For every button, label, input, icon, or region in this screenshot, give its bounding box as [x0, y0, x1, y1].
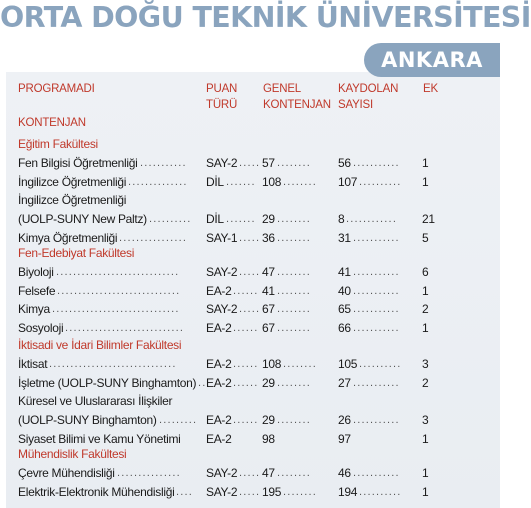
kaydolan-sayisi: 107: [338, 174, 358, 189]
program-name: İngilizce Öğretmenliği: [18, 193, 127, 208]
leader-dots: ........: [277, 466, 312, 479]
col-genel-header-2: KONTENJAN: [263, 99, 331, 111]
table-row: [0, 392, 500, 410]
ek-kontenjan: 21: [422, 212, 435, 227]
program-name: Biyoloji: [18, 264, 54, 279]
leader-dots: .....: [239, 485, 261, 498]
kaydolan-sayisi: 31: [338, 231, 351, 245]
kaydolan-sayisi: 27: [338, 375, 351, 390]
kaydolan-sayisi: 41: [338, 264, 351, 279]
city-badge: ANKARA: [364, 43, 500, 77]
leader-dots: ............: [346, 213, 398, 226]
ek-kontenjan: 3: [422, 413, 429, 428]
genel-kontenjan: 41: [262, 283, 275, 298]
genel-kontenjan: 108: [262, 174, 282, 189]
program-name: İşletme (UOLP-SUNY Binghamton): [18, 375, 197, 390]
puan-turu: SAY-2: [206, 155, 238, 170]
col-genel-header: GENEL: [263, 83, 301, 95]
leader-dots: .........: [159, 414, 198, 427]
col-kayit-header: KAYDOLAN: [338, 83, 399, 95]
leader-dots: ..............: [128, 175, 188, 188]
kaydolan-sayisi: 26: [338, 413, 351, 428]
leader-dots: ...........: [353, 303, 400, 316]
kaydolan-sayisi: 105: [338, 356, 358, 371]
leader-dots: ........: [277, 414, 312, 427]
leader-dots: ...........: [353, 156, 400, 169]
leader-dots: ......: [233, 414, 259, 427]
col-puan-header-2: TÜRÜ: [206, 99, 238, 111]
leader-dots: ............................: [65, 322, 185, 335]
leader-dots: ....: [176, 485, 194, 498]
leader-dots: .............................: [57, 284, 181, 297]
ek-kontenjan: 1: [422, 321, 429, 336]
leader-dots: ..........: [359, 485, 402, 498]
leader-dots: .....: [239, 303, 261, 316]
leader-dots: ........: [277, 156, 312, 169]
table-row: [0, 191, 500, 209]
faculty-heading: Eğitim Fakültesi: [18, 137, 98, 151]
leader-dots: ........: [277, 213, 312, 226]
genel-kontenjan: 67: [262, 321, 275, 336]
leader-dots: ...........: [140, 156, 187, 169]
leader-dots: ...........: [353, 232, 400, 244]
program-name: Fen Bilgisi Öğretmenliği: [18, 155, 138, 170]
ek-kontenjan: 1: [422, 155, 429, 170]
puan-turu: EA-2: [206, 413, 232, 428]
leader-dots: ........: [277, 322, 312, 335]
program-name: Kimya Öğretmenliği: [18, 231, 118, 245]
genel-kontenjan: 98: [262, 432, 275, 446]
leader-dots: ...........: [353, 284, 400, 297]
program-name: İktisat: [18, 356, 48, 371]
leader-dots: ..........: [149, 213, 192, 226]
ek-kontenjan: 2: [422, 302, 429, 317]
leader-dots: ..............................: [49, 357, 177, 370]
kaydolan-sayisi: 66: [338, 321, 351, 336]
genel-kontenjan: 108: [262, 356, 282, 371]
leader-dots: ...........: [353, 265, 400, 278]
puan-turu: EA-2: [206, 321, 232, 336]
kaydolan-sayisi: 97: [338, 432, 351, 446]
leader-dots: ...............: [117, 466, 181, 479]
leader-dots: ...........: [353, 322, 400, 335]
leader-dots: .......: [226, 213, 256, 226]
ek-kontenjan: 2: [422, 375, 429, 390]
col-program-header-2: KONTENJAN: [18, 117, 86, 129]
kaydolan-sayisi: 56: [338, 155, 351, 170]
puan-turu: SAY-2: [206, 302, 238, 317]
program-name: Kimya: [18, 302, 50, 317]
leader-dots: ........: [277, 284, 312, 297]
genel-kontenjan: 29: [262, 212, 275, 227]
leader-dots: ......: [233, 284, 259, 297]
leader-dots: ........: [283, 357, 318, 370]
leader-dots: ........: [277, 303, 312, 316]
ek-kontenjan: 6: [422, 264, 429, 279]
ek-kontenjan: 1: [422, 174, 429, 189]
leader-dots: ...........: [353, 414, 400, 427]
leader-dots: .....: [239, 466, 261, 479]
puan-turu: SAY-2: [206, 465, 238, 480]
faculty-heading: İktisadi ve İdari Bilimler Fakültesi: [18, 338, 182, 352]
program-name: Felsefe: [18, 283, 56, 298]
puan-turu: SAY-1: [206, 231, 238, 245]
puan-turu: EA-2: [206, 432, 232, 446]
ek-kontenjan: 1: [422, 484, 429, 499]
university-title: ORTA DOĞU TEKNİK ÜNİVERSİTESİ: [0, 1, 531, 34]
leader-dots: ..........: [359, 175, 402, 188]
table-row: [0, 210, 500, 228]
puan-turu: SAY-2: [206, 264, 238, 279]
table-row: [0, 319, 500, 337]
leader-dots: ........: [283, 485, 318, 498]
program-name: Çevre Mühendisliği: [18, 465, 115, 480]
leader-dots: ........: [277, 376, 312, 389]
leader-dots: ..............................: [52, 303, 180, 316]
table-row: [0, 483, 500, 501]
program-name: Elektrik-Elektronik Mühendisliği: [18, 484, 175, 499]
ek-kontenjan: 1: [422, 465, 429, 480]
leader-dots: .....: [239, 156, 261, 169]
puan-turu: EA-2: [206, 375, 232, 390]
genel-kontenjan: 57: [262, 155, 275, 170]
program-name: Sosyoloji: [18, 321, 64, 336]
leader-dots: ...........: [353, 466, 400, 479]
ek-kontenjan: 3: [422, 356, 429, 371]
ek-kontenjan: 5: [422, 231, 429, 245]
table-row: [0, 411, 500, 429]
leader-dots: ......: [233, 357, 259, 370]
genel-kontenjan: 29: [262, 413, 275, 428]
ek-kontenjan: 1: [422, 432, 429, 446]
table-row: [0, 355, 500, 373]
genel-kontenjan: 195: [262, 484, 282, 499]
program-name: Küresel ve Uluslararası İlişkiler: [18, 394, 173, 409]
table-row: [0, 464, 500, 482]
kaydolan-sayisi: 40: [338, 283, 351, 298]
col-kayit-header-2: SAYISI: [338, 99, 374, 111]
puan-turu: SAY-2: [206, 484, 238, 499]
puan-turu: DİL: [206, 212, 224, 227]
leader-dots: .............................: [56, 265, 180, 278]
program-name: İngilizce Öğretmenliği: [18, 174, 127, 189]
col-ek-header: EK: [423, 83, 438, 95]
kaydolan-sayisi: 46: [338, 465, 351, 480]
leader-dots: ...........: [353, 376, 400, 389]
leader-dots: ..........: [359, 357, 402, 370]
kaydolan-sayisi: 194: [338, 484, 358, 499]
table-row: [0, 300, 500, 318]
leader-dots: .....: [239, 232, 261, 244]
genel-kontenjan: 67: [262, 302, 275, 317]
table-row: [0, 374, 500, 392]
leader-dots: ......: [233, 376, 259, 389]
leader-dots: ................: [119, 232, 188, 244]
puan-turu: EA-2: [206, 356, 232, 371]
genel-kontenjan: 47: [262, 264, 275, 279]
program-name: Siyaset Bilimi ve Kamu Yönetimi: [18, 432, 181, 446]
table-row: [0, 173, 500, 191]
faculty-heading: Fen-Edebiyat Fakültesi: [18, 246, 135, 260]
kaydolan-sayisi: 65: [338, 302, 351, 317]
ek-kontenjan: 1: [422, 283, 429, 298]
genel-kontenjan: 47: [262, 465, 275, 480]
table-row: [0, 154, 500, 172]
faculty-heading: Mühendislik Fakültesi: [18, 447, 127, 461]
leader-dots: ........: [283, 175, 318, 188]
program-name: (UOLP-SUNY Binghamton): [18, 413, 157, 428]
leader-dots: .....: [239, 265, 261, 278]
leader-dots: .......: [226, 175, 256, 188]
kaydolan-sayisi: 8: [338, 212, 345, 227]
table-row: [0, 282, 500, 300]
col-program-header: PROGRAMADI: [18, 83, 95, 95]
table-row: [0, 263, 500, 281]
leader-dots: ........: [277, 265, 312, 278]
genel-kontenjan: 29: [262, 375, 275, 390]
leader-dots: ......: [233, 322, 259, 335]
leader-dots: ........: [277, 232, 312, 244]
program-name: (UOLP-SUNY New Paltz): [18, 212, 147, 227]
puan-turu: DİL: [206, 174, 224, 189]
puan-turu: EA-2: [206, 283, 232, 298]
genel-kontenjan: 36: [262, 231, 275, 245]
leader-dots: ..: [198, 376, 207, 389]
col-puan-header: PUAN: [206, 83, 238, 95]
